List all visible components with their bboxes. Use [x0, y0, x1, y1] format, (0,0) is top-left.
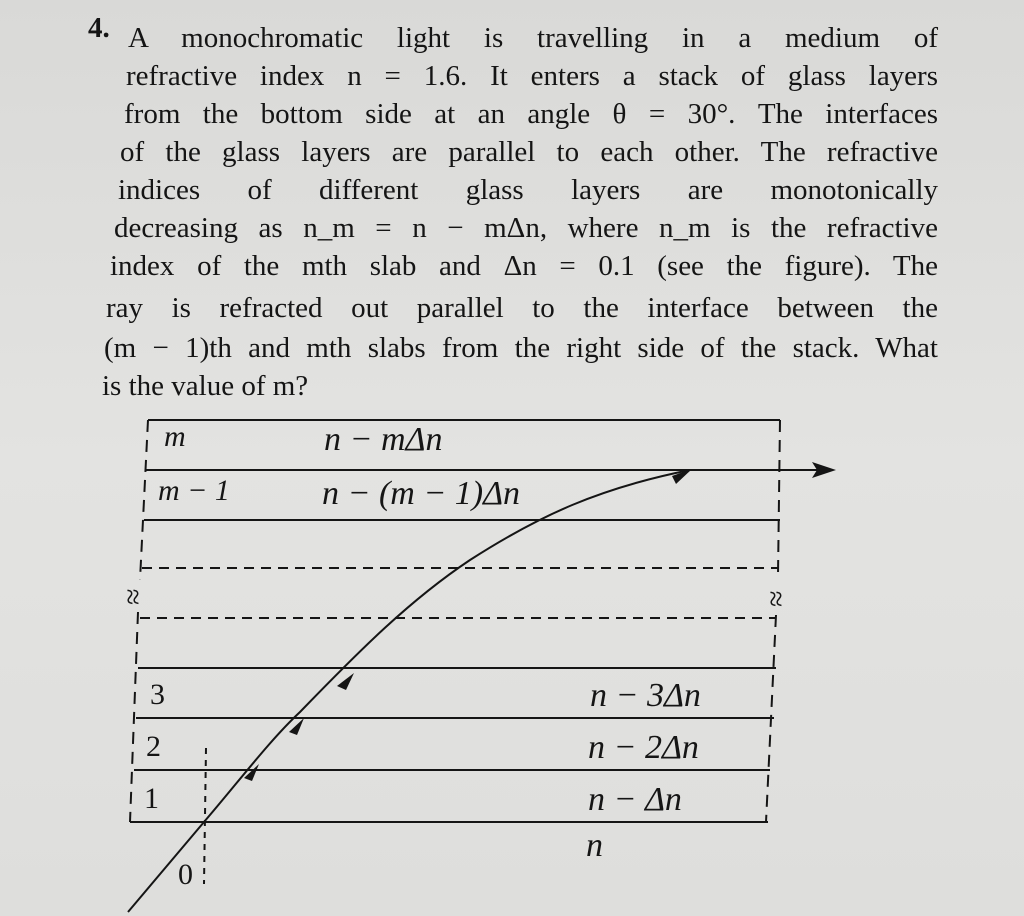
question-line-7: index of the mth slab and Δn = 0.1 (see the figure). The	[110, 250, 938, 282]
break-symbol-right: ≈	[759, 590, 792, 608]
normal-line	[204, 748, 206, 884]
question-number: 4.	[88, 12, 110, 44]
question-line-8: ray is refracted out parallel to the interface between the	[106, 292, 938, 324]
question-line-9: (m − 1)th and mth slabs from the right side of the stack. What	[104, 332, 938, 364]
question-line-5: indices of different glass layers are monotonically	[118, 174, 938, 206]
question-line-2: refractive index n = 1.6. It enters a stack of glass layers	[126, 60, 938, 92]
question-line-6: decreasing as n_m = n − mΔn, where n_m is the refractive	[114, 212, 938, 244]
normal-label: 0	[178, 858, 193, 891]
layer-1-expr: n − Δn	[588, 781, 682, 818]
bottom-medium-label: n	[586, 827, 603, 864]
question-line-4: of the glass layers are parallel to each other. The refractive	[120, 136, 938, 168]
layer-1-index: 1	[144, 782, 159, 815]
layer-m-expr: n − mΔn	[324, 421, 443, 458]
question-line-1: A monochromatic light is travelling in a medium of	[128, 22, 938, 54]
question-line-10: is the value of m?	[102, 370, 309, 402]
ray-arrow-3	[337, 673, 354, 690]
left-side-upper	[140, 420, 148, 580]
layer-2-expr: n − 2Δn	[588, 729, 699, 766]
layer-m-index: m	[164, 420, 186, 453]
right-side-upper	[778, 420, 780, 575]
layer-mminus1-expr: n − (m − 1)Δn	[322, 475, 521, 512]
break-symbol-left: ≈	[116, 588, 149, 606]
layer-3-index: 3	[150, 678, 165, 711]
layer-2-index: 2	[146, 730, 161, 763]
question-line-3: from the bottom side at an angle θ = 30°. The interfaces	[124, 98, 938, 130]
layer-3-expr: n − 3Δn	[590, 677, 701, 714]
layer-mminus1-index: m − 1	[158, 474, 230, 507]
